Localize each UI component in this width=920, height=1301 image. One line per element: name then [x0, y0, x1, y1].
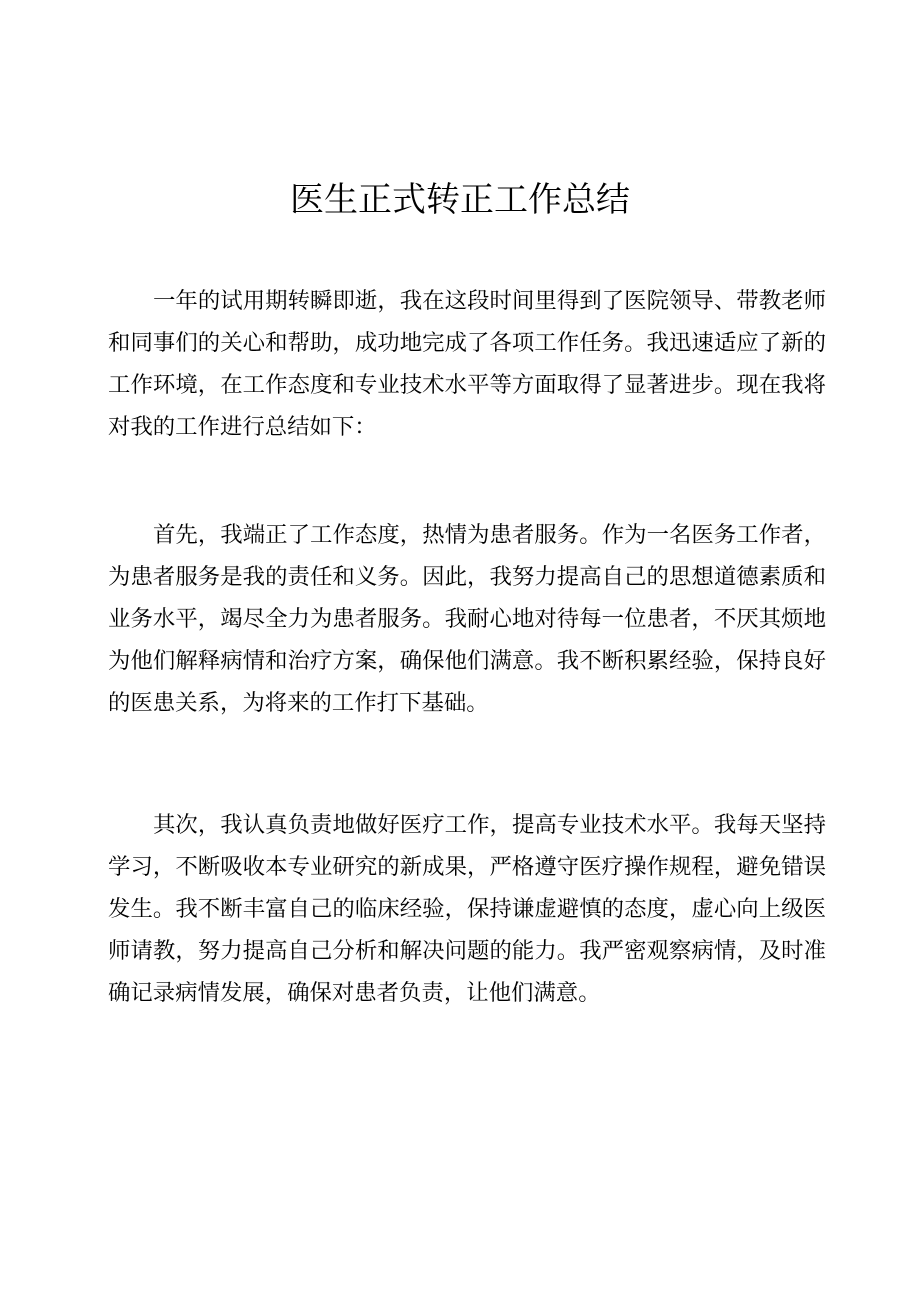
paragraph-professional-skill: 其次，我认真负责地做好医疗工作，提高专业技术水平。我每天坚持学习，不断吸收本专业研究的新成果，严格遵守医疗操作规程，避免错误发生。我不断丰富自己的临床经验，保持谦虚避慎的态度，虚心向上级医师请教，努力提高自己分析和解决问题的能力。我严密观察病情，及时准确记录病情发展，确保对患者负责，让他们满意。 — [108, 812, 826, 1006]
paragraph-attitude: 首先，我端正了工作态度，热情为患者服务。作为一名医务工作者，为患者服务是我的责任和义务。因此，我努力提高自己的思想道德素质和业务水平，竭尽全力为患者服务。我耐心地对待每一位患者，不厌其烦地为他们解释病情和治疗方案，确保他们满意。我不断积累经验，保持良好的医患关系，为将来的工作打下基础。 — [108, 522, 826, 716]
document-title: 医生正式转正工作总结 — [290, 180, 630, 220]
paragraph-intro: 一年的试用期转瞬即逝，我在这段时间里得到了医院领导、带教老师和同事们的关心和帮助，成功地完成了各项工作任务。我迅速适应了新的工作环境，在工作态度和专业技术水平等方面取得了显著进步。现在我将对我的工作进行总结如下： — [108, 288, 826, 440]
